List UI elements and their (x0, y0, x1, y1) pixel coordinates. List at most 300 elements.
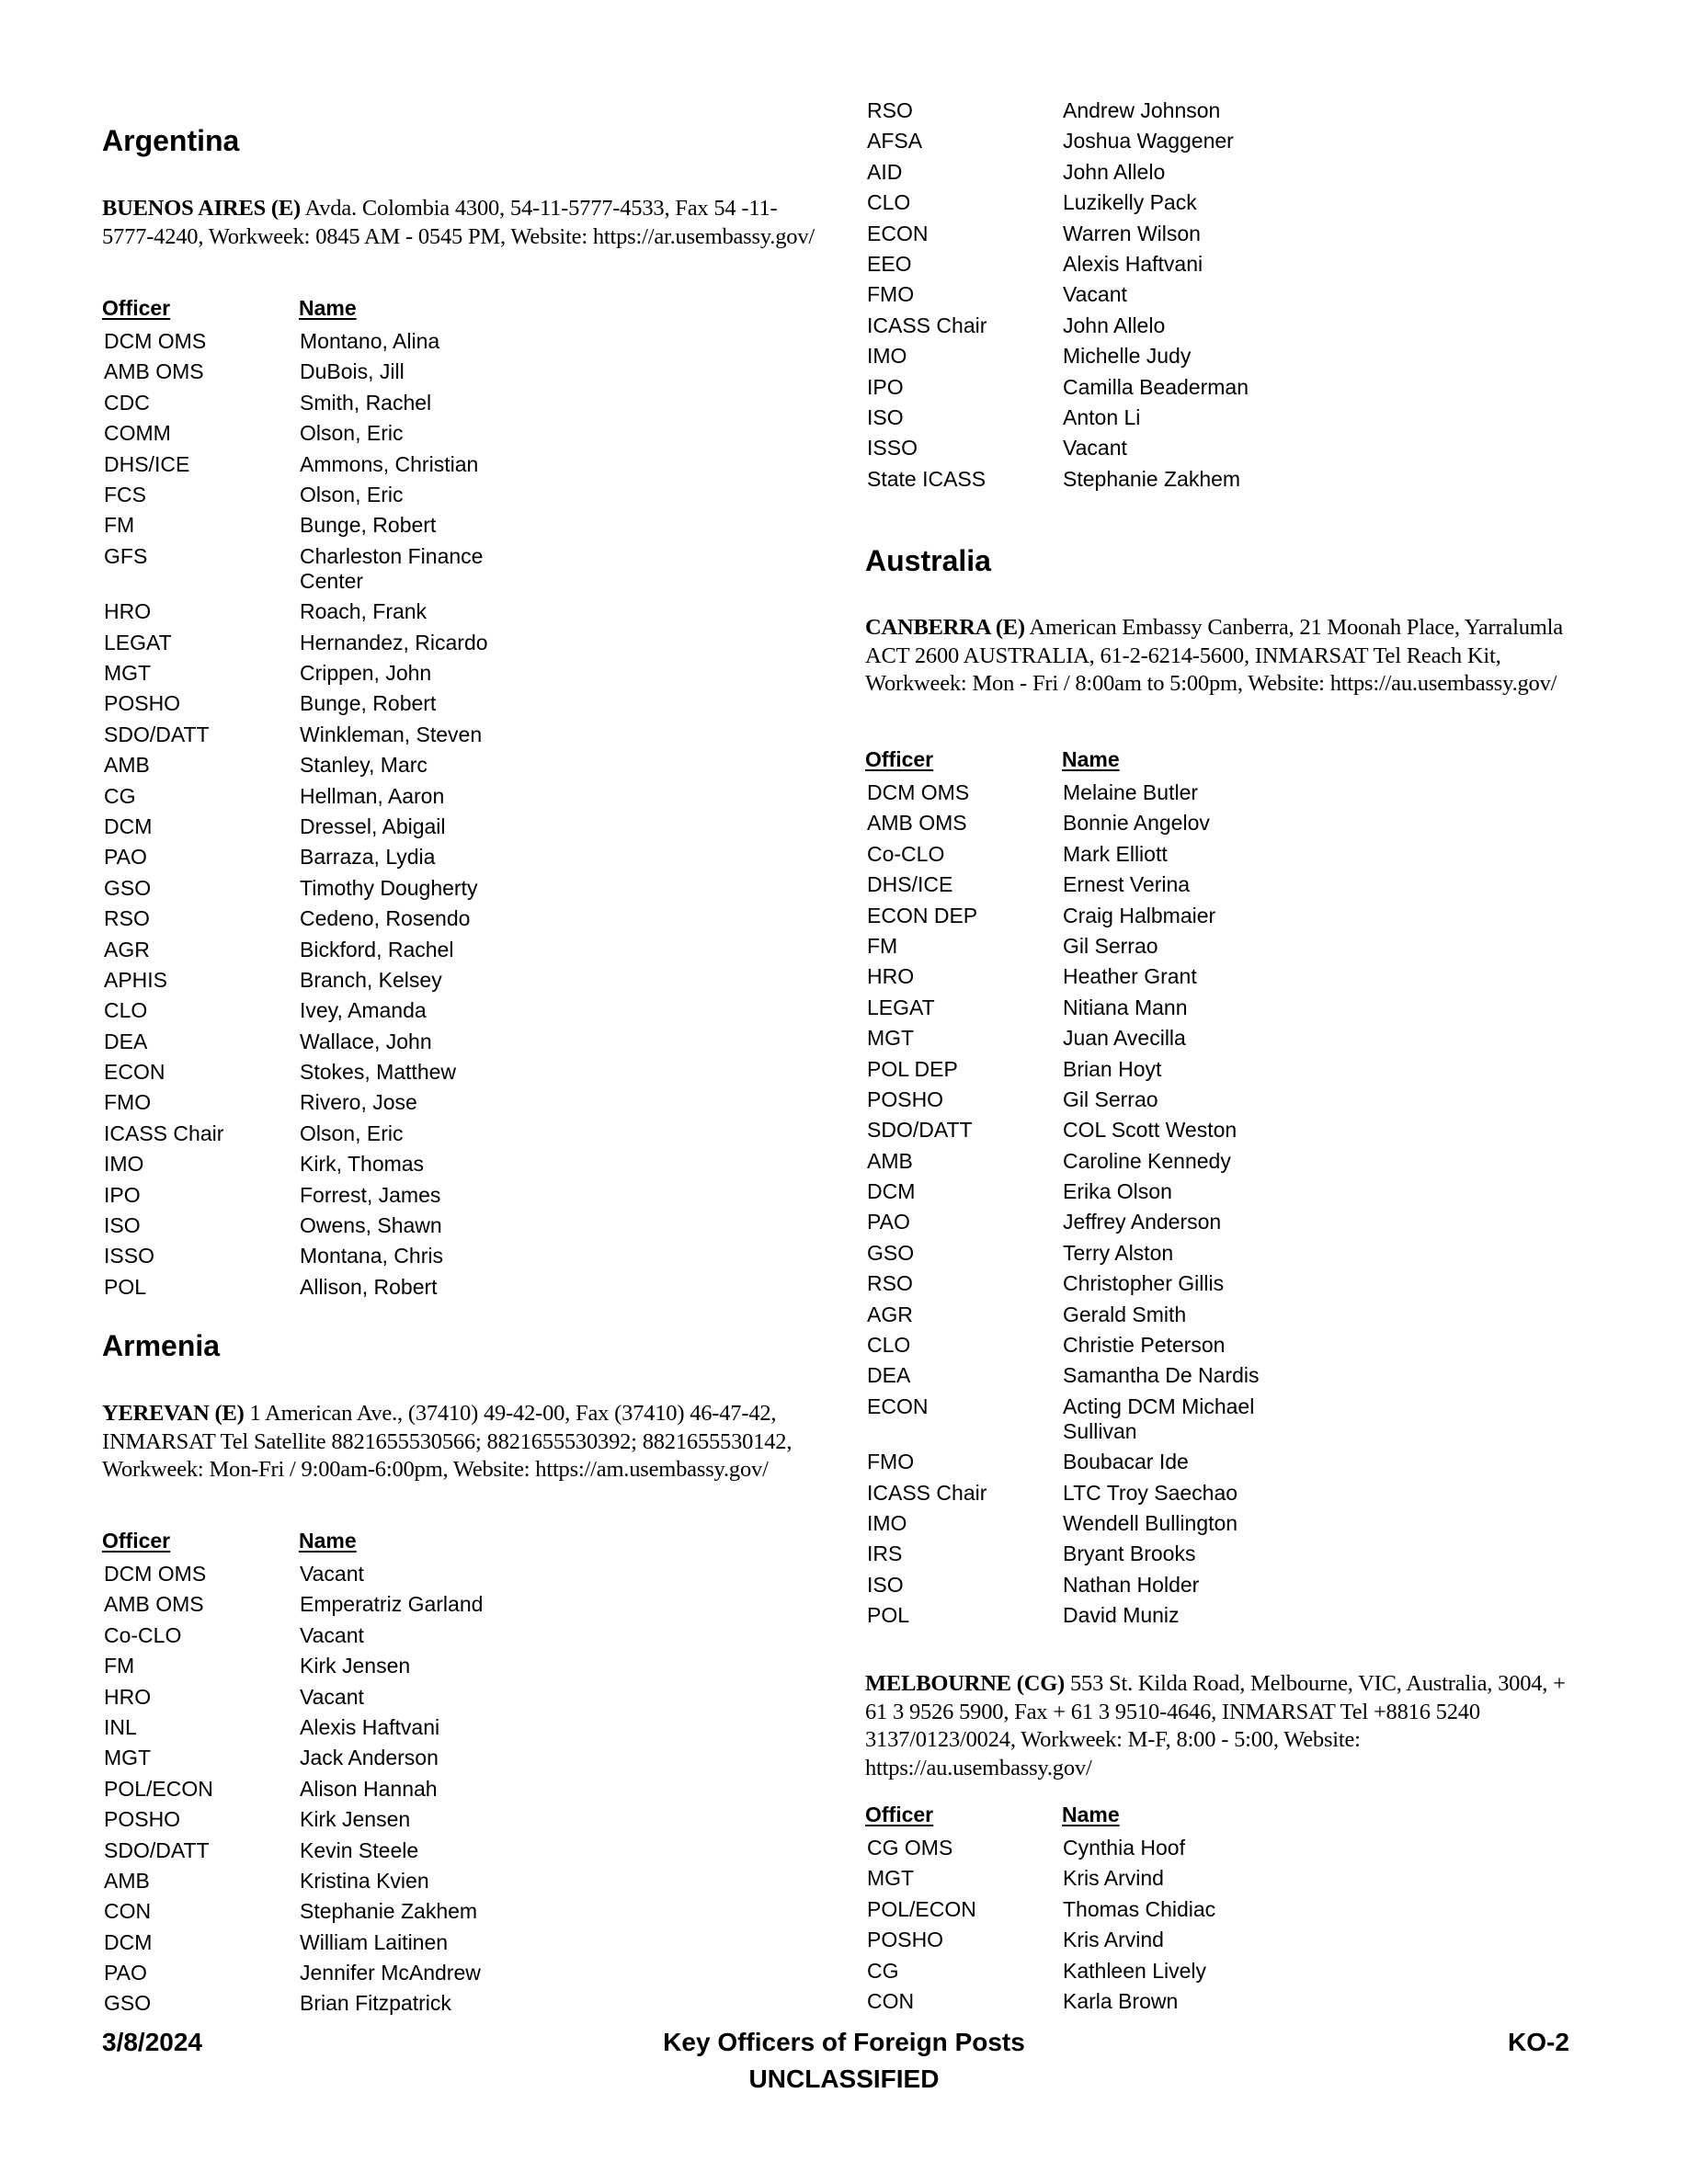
officer-name: LTC Troy Saechao (1063, 1480, 1238, 1505)
officer-title: AMB OMS (104, 359, 204, 384)
officer-name: Emperatriz Garland (300, 1592, 484, 1617)
officer-row (865, 1363, 1564, 1393)
footer-title (0, 2028, 1688, 2057)
officer-title: ISSO (867, 436, 918, 461)
post-details: Avda. Colombia 4300, 54-11-5777-4533, Fax 54 -11-5777-4240, Workweek: 0845 AM - 0545 PM, Website: https://ar.usembassy.gov/ (102, 196, 815, 249)
officer-row (102, 876, 801, 906)
officer-column-header: Officer (865, 747, 934, 771)
officer-row (865, 1394, 1564, 1450)
officer-row (102, 483, 801, 513)
country-heading-argentina: Argentina (102, 124, 240, 157)
officer-name: Dressel, Abigail (300, 813, 446, 838)
officer-row (865, 1450, 1564, 1480)
officer-row (102, 1213, 801, 1244)
officer-title: RSO (104, 906, 150, 931)
officer-title: AMB (867, 1148, 913, 1173)
officer-row (102, 1746, 801, 1776)
officer-row (102, 968, 801, 998)
officer-title: IRS (867, 1541, 903, 1566)
officer-row (102, 1244, 801, 1274)
officer-name: David Muniz (1063, 1603, 1180, 1628)
officer-name: Bonnie Angelov (1063, 811, 1210, 836)
officer-title: DHS/ICE (104, 451, 190, 476)
post-melbourne (865, 1670, 1582, 1782)
officer-title: IMO (104, 1152, 144, 1177)
officer-row (102, 998, 801, 1029)
officer-title: ICASS Chair (867, 313, 987, 337)
officer-name: Stephanie Zakhem (300, 1899, 478, 1924)
officer-title: CON (867, 1988, 915, 2013)
officer-title: INL (104, 1714, 137, 1739)
officer-row (102, 1562, 801, 1592)
officer-title: SDO/DATT (867, 1118, 973, 1143)
officer-name: Samantha De Nardis (1063, 1363, 1260, 1388)
officer-title: PAO (104, 845, 147, 870)
officer-name: Bryant Brooks (1063, 1541, 1196, 1566)
officer-row (865, 904, 1564, 934)
officer-row (102, 938, 801, 968)
officer-row (865, 1333, 1564, 1363)
officer-row (102, 391, 801, 421)
officer-title: DCM (104, 1929, 153, 1954)
officer-name: Andrew Johnson (1063, 98, 1221, 122)
officer-title: RSO (867, 98, 913, 122)
officer-title: IMO (867, 344, 907, 369)
officer-column-header: Officer (865, 1803, 934, 1826)
officer-row (102, 661, 801, 691)
officer-title: ISO (104, 1213, 141, 1238)
officer-name: Owens, Shawn (300, 1213, 442, 1238)
officer-row (865, 1603, 1564, 1633)
officer-name: Nathan Holder (1063, 1572, 1200, 1597)
officer-row (102, 845, 801, 875)
officer-title: ISO (867, 404, 904, 429)
officer-name: Smith, Rachel (300, 390, 432, 415)
officer-title: EEO (867, 251, 912, 276)
officer-title: COMM (104, 421, 171, 446)
officer-name: Vacant (1063, 436, 1127, 461)
officer-row (102, 1869, 801, 1899)
officer-title: DCM OMS (867, 780, 970, 804)
officer-row (865, 1959, 1564, 1989)
table-header (865, 1803, 1564, 1836)
officer-name: Gerald Smith (1063, 1302, 1187, 1326)
officer-row (865, 811, 1564, 841)
officer-title: DHS/ICE (867, 872, 953, 897)
post-city: CANBERRA (E) (865, 615, 1025, 640)
officer-table-yerevan (102, 1529, 801, 2022)
officer-table-yerevan-continued (865, 98, 1564, 497)
officer-row (102, 753, 801, 783)
officer-title: POL (867, 1603, 910, 1628)
officer-row (865, 780, 1564, 811)
officer-title: POL DEP (867, 1056, 958, 1081)
officer-name: Erika Olson (1063, 1179, 1172, 1204)
officer-name: Kirk Jensen (300, 1807, 411, 1832)
officer-name: Olson, Eric (300, 482, 404, 506)
officer-row (102, 691, 801, 722)
officer-name: Vacant (300, 1684, 364, 1709)
officer-row (102, 1183, 801, 1213)
country-heading-australia: Australia (865, 544, 991, 577)
officer-name: Roach, Frank (300, 599, 428, 624)
officer-title: PAO (867, 1210, 910, 1234)
officer-table-buenos-aires (102, 296, 801, 1305)
officer-name: Kevin Steele (300, 1837, 419, 1862)
officer-name: Stanley, Marc (300, 753, 428, 778)
table-header (102, 1529, 801, 1562)
officer-row (102, 599, 801, 630)
officer-name: Mark Elliott (1063, 841, 1168, 866)
officer-name: Kris Arvind (1063, 1928, 1164, 1952)
officer-row (865, 282, 1564, 313)
officer-title: SDO/DATT (104, 722, 210, 746)
officer-name: Terry Alston (1063, 1240, 1174, 1265)
officer-row (865, 964, 1564, 995)
officer-name: Boubacar Ide (1063, 1450, 1189, 1474)
officer-title: AFSA (867, 129, 923, 154)
officer-title: ECON (104, 1060, 165, 1085)
post-canberra (865, 614, 1582, 699)
officer-name: Timothy Dougherty (300, 875, 478, 900)
officer-name: Montano, Alina (300, 329, 440, 353)
officer-title: CLO (867, 190, 911, 215)
officer-title: POL (104, 1274, 147, 1299)
officer-title: MGT (104, 1746, 152, 1770)
officer-row (865, 1836, 1564, 1866)
officer-name: Montana, Chris (300, 1244, 443, 1268)
officer-title: LEGAT (104, 630, 172, 654)
officer-name: Wendell Bullington (1063, 1511, 1238, 1536)
officer-row (865, 1087, 1564, 1118)
officer-title: RSO (867, 1271, 913, 1296)
officer-name: Melaine Butler (1063, 780, 1199, 804)
officer-name: Forrest, James (300, 1182, 441, 1207)
officer-name: Bunge, Robert (300, 513, 437, 538)
officer-title: GSO (104, 1991, 152, 2016)
officer-row (865, 129, 1564, 159)
post-buenos-aires (102, 195, 819, 251)
officer-name: Jack Anderson (300, 1746, 439, 1770)
officer-title: PAO (104, 1961, 147, 1985)
officer-title: ICASS Chair (104, 1120, 224, 1145)
officer-name: Cynthia Hoof (1063, 1836, 1185, 1860)
officer-name: Brian Hoyt (1063, 1056, 1162, 1081)
officer-title: FM (104, 1654, 135, 1678)
officer-name: Kirk, Thomas (300, 1152, 425, 1177)
officer-row (865, 375, 1564, 405)
officer-name: Branch, Kelsey (300, 967, 442, 992)
officer-name: COL Scott Weston (1063, 1118, 1237, 1143)
officer-name: Anton Li (1063, 404, 1141, 429)
post-city: BUENOS AIRES (E) (102, 196, 301, 221)
officer-title: IMO (867, 1511, 907, 1536)
officer-name: Bickford, Rachel (300, 937, 454, 961)
officer-row (865, 1271, 1564, 1302)
officer-name: Bunge, Robert (300, 691, 437, 716)
officer-row (102, 1930, 801, 1961)
officer-row (865, 1511, 1564, 1541)
officer-name: Kris Arvind (1063, 1866, 1164, 1891)
officer-table-canberra (865, 747, 1564, 1634)
table-header (865, 747, 1564, 780)
officer-row (102, 513, 801, 543)
officer-name: Juan Avecilla (1063, 1026, 1186, 1051)
officer-name: Jennifer McAndrew (300, 1961, 481, 1985)
classification-marking (0, 2065, 1688, 2094)
officer-name: Allison, Robert (300, 1274, 438, 1299)
officer-title: HRO (104, 599, 152, 624)
officer-row (865, 1118, 1564, 1148)
officer-row (102, 1685, 801, 1715)
name-column-header: Name (1062, 747, 1120, 771)
officer-row (865, 190, 1564, 221)
officer-row (865, 252, 1564, 282)
post-city: YEREVAN (E) (102, 1401, 245, 1426)
officer-title: IPO (104, 1182, 141, 1207)
officer-name: Stephanie Zakhem (1063, 466, 1241, 491)
officer-name: Brian Fitzpatrick (300, 1991, 451, 2016)
officer-row (102, 1838, 801, 1869)
officer-title: AMB (104, 753, 150, 778)
officer-title: ISO (867, 1572, 904, 1597)
officer-row (865, 313, 1564, 344)
officer-name: Jeffrey Anderson (1063, 1210, 1222, 1234)
officer-row (865, 160, 1564, 190)
officer-row (102, 1777, 801, 1807)
officer-title: DCM OMS (104, 1562, 207, 1586)
officer-title: MGT (104, 661, 152, 686)
officer-row (102, 544, 801, 600)
officer-row (102, 1152, 801, 1182)
officer-title: GFS (104, 543, 148, 568)
officer-title: HRO (104, 1684, 152, 1709)
officer-row (102, 1807, 801, 1837)
table-header (102, 296, 801, 329)
officer-title: ECON (867, 1393, 929, 1418)
officer-name: Ivey, Amanda (300, 998, 427, 1023)
officer-name: Caroline Kennedy (1063, 1148, 1231, 1173)
officer-row (865, 1897, 1564, 1928)
officer-name: Kristina Kvien (300, 1868, 429, 1893)
officer-column-header: Officer (102, 296, 171, 320)
classification-text: UNCLASSIFIED (748, 2065, 940, 2093)
officer-title: APHIS (104, 967, 168, 992)
officer-title: AMB OMS (104, 1592, 204, 1617)
officer-row (102, 722, 801, 753)
officer-name: Luzikelly Pack (1063, 190, 1197, 215)
officer-title: CG OMS (867, 1836, 953, 1860)
officer-name: Gil Serrao (1063, 933, 1158, 958)
officer-row (865, 1241, 1564, 1271)
officer-name: Kathleen Lively (1063, 1958, 1206, 1983)
officer-name: Camilla Beaderman (1063, 374, 1249, 399)
officer-name: Gil Serrao (1063, 1086, 1158, 1111)
officer-row (865, 872, 1564, 903)
officer-row (865, 1573, 1564, 1603)
officer-name: Michelle Judy (1063, 344, 1192, 369)
officer-row (102, 1121, 801, 1152)
officer-title: LEGAT (867, 995, 935, 1019)
officer-row (865, 1149, 1564, 1179)
post-details: 1 American Ave., (37410) 49-42-00, Fax (37410) 46-47-42, INMARSAT Tel Satellite 8821655530566; 8821655530392; 8821655530142, Workweek: Mon-Fri / 9:00am-6:00pm, Website: https://am.usembassy.gov/ (102, 1401, 793, 1482)
country-heading-armenia: Armenia (102, 1329, 221, 1362)
officer-row (102, 814, 801, 845)
officer-name: Karla Brown (1063, 1988, 1179, 2013)
footer-page-number: KO-2 (1508, 2028, 1569, 2056)
officer-title: AGR (867, 1302, 913, 1326)
officer-row (865, 1210, 1564, 1240)
officer-row (865, 995, 1564, 1026)
officer-title: FMO (867, 1450, 915, 1474)
officer-row (102, 1060, 801, 1090)
officer-title: CLO (104, 998, 148, 1023)
officer-row (865, 467, 1564, 497)
officer-title: GSO (104, 875, 152, 900)
officer-row (865, 1481, 1564, 1511)
officer-name: William Laitinen (300, 1929, 449, 1954)
officer-title: DCM (867, 1179, 916, 1204)
officer-row (102, 631, 801, 661)
officer-title: SDO/DATT (104, 1837, 210, 1862)
officer-title: AMB OMS (867, 811, 967, 836)
officer-row (102, 1275, 801, 1305)
officer-row (865, 1179, 1564, 1210)
officer-name: John Allelo (1063, 159, 1166, 184)
officer-title: FCS (104, 482, 146, 506)
officer-title: FM (104, 513, 135, 538)
officer-name: Christopher Gillis (1063, 1271, 1225, 1296)
officer-row (865, 1302, 1564, 1333)
officer-name: Kirk Jensen (300, 1654, 411, 1678)
officer-name: Vacant (1063, 282, 1127, 307)
officer-row (102, 784, 801, 814)
officer-name: Hellman, Aaron (300, 783, 445, 808)
name-column-header: Name (1062, 1803, 1120, 1826)
officer-row (102, 1991, 801, 2021)
name-column-header: Name (299, 296, 357, 320)
officer-row (865, 1026, 1564, 1056)
officer-title: State ICASS (867, 466, 987, 491)
officer-name: Charleston Finance Center (300, 543, 484, 593)
officer-name: Barraza, Lydia (300, 845, 436, 870)
officer-name: Alison Hannah (300, 1776, 438, 1801)
officer-row (865, 1057, 1564, 1087)
post-details: American Embassy Canberra, 21 Moonah Place, Yarralumla ACT 2600 AUSTRALIA, 61-2-6214-5600, INMARSAT Tel Reach Kit, Workweek: Mon - Fri / 8:00am to 5:00pm, Website: https://au.usembassy.gov/ (865, 615, 1563, 696)
officer-name: Craig Halbmaier (1063, 903, 1216, 927)
officer-name: Alexis Haftvani (1063, 251, 1203, 276)
officer-title: AID (867, 159, 903, 184)
officer-name: Warren Wilson (1063, 221, 1201, 245)
officer-name: Thomas Chidiac (1063, 1896, 1216, 1921)
officer-name: DuBois, Jill (300, 359, 405, 384)
officer-name: Cedeno, Rosendo (300, 906, 471, 931)
officer-name: Joshua Waggener (1063, 129, 1234, 154)
officer-title: POSHO (104, 1807, 181, 1832)
officer-row (102, 329, 801, 359)
officer-title: MGT (867, 1026, 915, 1051)
officer-name: John Allelo (1063, 313, 1166, 337)
officer-row (102, 906, 801, 937)
footer-date: 3/8/2024 (102, 2028, 202, 2056)
name-column-header: Name (299, 1529, 357, 1553)
officer-row (865, 98, 1564, 129)
officer-title: AGR (104, 937, 150, 961)
officer-name: Rivero, Jose (300, 1090, 417, 1115)
officer-title: FMO (867, 282, 915, 307)
officer-row (102, 1090, 801, 1120)
officer-title: POSHO (867, 1086, 944, 1111)
officer-title: CG (104, 783, 136, 808)
officer-table-melbourne (865, 1803, 1564, 2019)
officer-row (865, 436, 1564, 466)
officer-name: Crippen, John (300, 661, 432, 686)
officer-row (865, 222, 1564, 252)
officer-row (865, 405, 1564, 436)
officer-title: ECON DEP (867, 903, 978, 927)
officer-row (102, 1623, 801, 1654)
officer-row (102, 421, 801, 451)
officer-row (865, 344, 1564, 374)
officer-title: MGT (867, 1866, 915, 1891)
officer-title: CON (104, 1899, 152, 1924)
officer-row (102, 1715, 801, 1746)
officer-row (102, 1961, 801, 1991)
officer-row (102, 1029, 801, 1060)
officer-name: Winkleman, Steven (300, 722, 483, 746)
officer-row (865, 1989, 1564, 2019)
officer-row (102, 1654, 801, 1684)
officer-row (865, 1541, 1564, 1572)
officer-title: POSHO (104, 691, 181, 716)
officer-title: ECON (867, 221, 929, 245)
officer-name: Olson, Eric (300, 421, 404, 446)
officer-title: DEA (104, 1029, 148, 1053)
officer-title: GSO (867, 1240, 915, 1265)
officer-title: Co-CLO (867, 841, 945, 866)
officer-title: POSHO (867, 1928, 944, 1952)
officer-name: Alexis Haftvani (300, 1714, 440, 1739)
officer-row (865, 842, 1564, 872)
post-city: MELBOURNE (CG) (865, 1671, 1066, 1696)
officer-title: DEA (867, 1363, 911, 1388)
officer-title: IPO (867, 374, 904, 399)
officer-name: Vacant (300, 1562, 364, 1586)
officer-title: AMB (104, 1868, 150, 1893)
officer-row (102, 1592, 801, 1622)
officer-column-header: Officer (102, 1529, 171, 1553)
officer-name: Wallace, John (300, 1029, 432, 1053)
post-details: 553 St. Kilda Road, Melbourne, VIC, Australia, 3004, + 61 3 9526 5900, Fax + 61 3 9510-4646, INMARSAT Tel +8816 5240 3137/0123/0024, Workweek: M-F, 8:00 - 5:00, Website: https://au.usembassy.gov/ (865, 1671, 1566, 1780)
officer-title: HRO (867, 964, 915, 989)
officer-name: Olson, Eric (300, 1120, 404, 1145)
officer-row (865, 1928, 1564, 1958)
officer-title: ISSO (104, 1244, 154, 1268)
officer-name: Heather Grant (1063, 964, 1197, 989)
officer-name: Stokes, Matthew (300, 1060, 457, 1085)
officer-name: Ammons, Christian (300, 451, 479, 476)
officer-row (102, 359, 801, 390)
officer-row (102, 452, 801, 483)
officer-name: Ernest Verina (1063, 872, 1191, 897)
officer-name: Vacant (300, 1622, 364, 1647)
officer-title: DCM (104, 813, 153, 838)
officer-title: FM (867, 933, 898, 958)
post-yerevan (102, 1400, 819, 1484)
officer-name: Hernandez, Ricardo (300, 630, 488, 654)
officer-title: ICASS Chair (867, 1480, 987, 1505)
officer-row (102, 1899, 801, 1929)
